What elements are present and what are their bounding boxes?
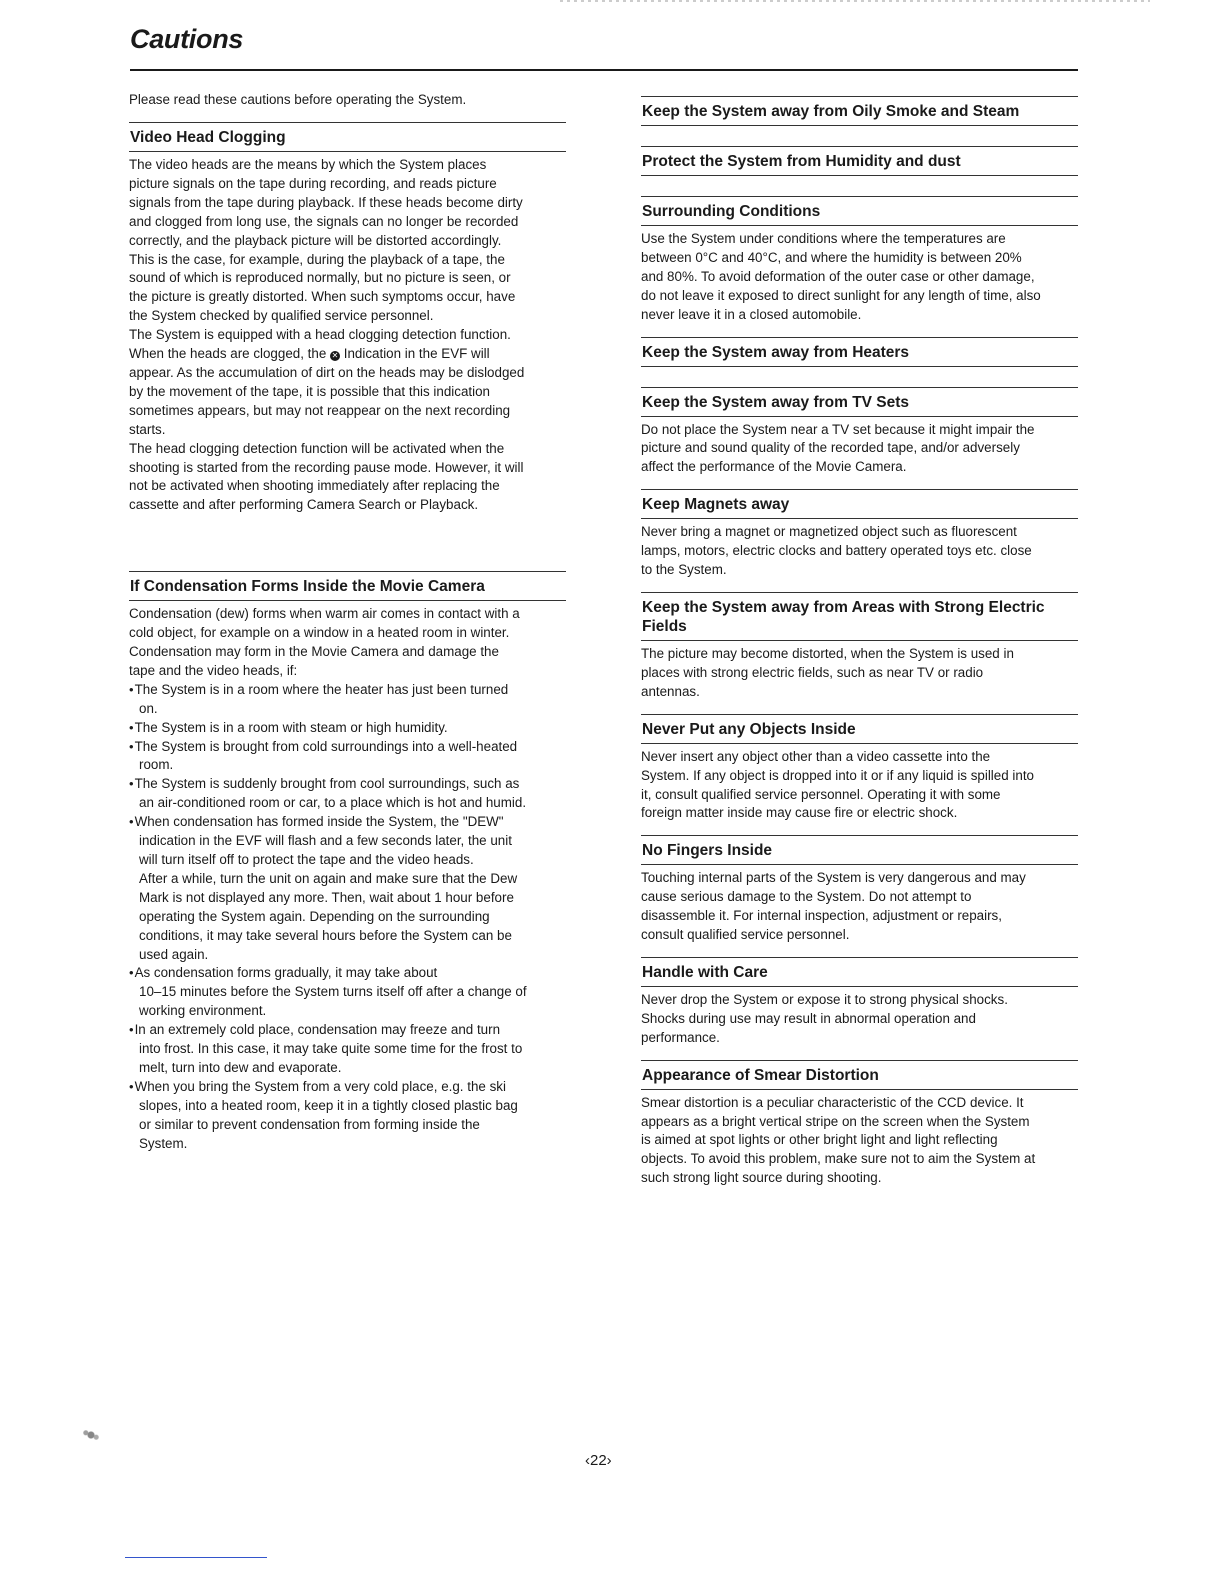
section-heading: If Condensation Forms Inside the Movie Camera <box>129 571 566 601</box>
section-heading: Keep the System away from Areas with Strong Electric Fields <box>641 592 1078 641</box>
section-heading: Keep the System away from Oily Smoke and Steam <box>641 96 1078 126</box>
section-objects-inside <box>641 714 1078 824</box>
list-item: • When you bring the System from a very cold place, e.g. the ski slopes, into a heated room, keep it in a tightly closed plastic bag or similar to prevent condensation from forming inside the System. <box>129 1078 566 1154</box>
section-surrounding-conditions <box>641 196 1078 325</box>
left-column <box>129 85 566 1154</box>
list-item: • The System is brought from cold surroundings into a well-heated room. <box>129 738 566 776</box>
section-heading: No Fingers Inside <box>641 835 1078 865</box>
section-oily-smoke <box>641 96 1078 126</box>
section-body: Use the System under conditions where the temperatures are between 0°C and 40°C, and where the humidity is between 20% and 80%. To avoid deformation of the outer case or other damage, do not leave it exposed to direct sunlight for any length of time, also never leave it in a closed automobile. <box>641 231 1041 322</box>
list-item: • In an extremely cold place, condensation may freeze and turn into frost. In this case, it may take quite some time for the frost to melt, turn into dew and evaporate. <box>129 1021 566 1078</box>
intro-text: Please read these cautions before operating the System. <box>129 92 467 107</box>
section-body: Never bring a magnet or magnetized object such as fluorescent lamps, motors, electric clocks and battery operated toys etc. close to the System. <box>641 524 1032 578</box>
list-item: • The System is in a room with steam or high humidity. <box>129 719 566 738</box>
scan-speck <box>78 1424 104 1446</box>
head-clog-indicator-icon: ✕ <box>331 351 339 361</box>
section-electric-fields <box>641 592 1078 702</box>
section-body <box>129 156 566 515</box>
section-video-head-clogging <box>129 122 566 515</box>
condensation-bullet-list <box>129 681 566 1154</box>
section-body: Never drop the System or expose it to strong physical shocks. Shocks during use may result in abnormal operation and performance. <box>641 991 1008 1045</box>
section-body-part3: Indication in the EVF will appear. As the accumulation of dirt on the heads may be dislodged by the movement of the tape, it is possible that this indication sometimes appears, but may not reappear on the next recording starts. The head clogging detection function will be activated when the shooting is started from the recording pause mode. However, it will not be activated when shooting immediately after replacing the cassette and after performing Camera Search or Playback. <box>129 346 525 513</box>
section-body: The picture may become distorted, when the System is used in places with strong electric fields, such as near TV or radio antennas. <box>641 645 1014 699</box>
list-item: • The System is suddenly brought from cool surroundings, such as an air-conditioned room or car, to a place which is hot and humid. <box>129 775 566 813</box>
page-title: Cautions <box>130 24 244 54</box>
section-heading: Handle with Care <box>641 957 1078 987</box>
scan-artifact-dots <box>560 0 1150 2</box>
section-humidity <box>641 146 1078 176</box>
section-handle-with-care <box>641 957 1078 1048</box>
section-heading: Video Head Clogging <box>129 122 566 152</box>
section-heading: Never Put any Objects Inside <box>641 714 1078 744</box>
section-smear-distortion <box>641 1060 1078 1189</box>
section-body: Touching internal parts of the System is very dangerous and may cause serious damage to the System. Do not attempt to disassemble it. For internal inspection, adjustment or repairs, consult qualified service personnel. <box>641 870 1026 943</box>
section-body: Never insert any object other than a video cassette into the System. If any object is dropped into it or if any liquid is spilled into it, consult qualified service personnel. Operating it with some foreign matter inside may cause fire or electric shock. <box>641 748 1034 821</box>
section-body-part1: The video heads are the means by which the System places picture signals on the tape during recording, and reads picture signals from the tape during playback. If these heads become dirty and clogged from long use, the signals can no longer be recorded correctly, and the playback picture will be distorted accordingly. This is the case, for example, during the playback of a tape, the sound of which is reproduced normally, but no picture is seen, or the picture is greatly distorted. When such symptoms occur, have the System checked by qualified service personnel. The System is equipped with a head clogging detection function. <box>129 157 523 343</box>
right-column <box>641 96 1078 1188</box>
section-heading: Appearance of Smear Distortion <box>641 1060 1078 1090</box>
section-heading: Protect the System from Humidity and dust <box>641 146 1078 176</box>
section-heading: Keep the System away from TV Sets <box>641 387 1078 417</box>
section-heaters <box>641 337 1078 367</box>
blue-underline <box>125 1557 267 1558</box>
section-magnets <box>641 489 1078 580</box>
section-condensation <box>129 571 566 1153</box>
list-item: • When condensation has formed inside the System, the "DEW" indication in the EVF will flash and a few seconds later, the unit will turn itself off to protect the tape and the video heads. After a while, turn the unit on again and make sure that the Dew Mark is not displayed any more. Then, wait about 1 hour before operating the System again. Depending on the surrounding conditions, it may take several hours before the System can be used again. <box>129 813 566 964</box>
section-heading: Keep the System away from Heaters <box>641 337 1078 367</box>
section-heading: Surrounding Conditions <box>641 196 1078 226</box>
section-heading: Keep Magnets away <box>641 489 1078 519</box>
section-body: Smear distortion is a peculiar characteristic of the CCD device. It appears as a bright vertical stripe on the screen when the System is aimed at spot lights or other bright light and light reflecting objects. To avoid this problem, make sure not to aim the System at such strong light source during shooting. <box>641 1094 1036 1186</box>
title-rule <box>130 69 1078 71</box>
section-body-part2: When the heads are clogged, the <box>129 346 327 362</box>
section-body: Condensation (dew) forms when warm air comes in contact with a cold object, for example on a window in a heated room in winter. Condensation may form in the Movie Camera and damage the tape and the video heads, if: <box>129 606 520 678</box>
list-item: • As condensation forms gradually, it may take about 10–15 minutes before the System turns itself off after a change of working environment. <box>129 964 566 1021</box>
section-fingers-inside <box>641 835 1078 945</box>
page-number: ‹22› <box>585 1452 612 1469</box>
section-tv-sets <box>641 387 1078 478</box>
list-item: • The System is in a room where the heater has just been turned on. <box>129 681 566 719</box>
section-body: Do not place the System near a TV set because it might impair the picture and sound quality of the recorded tape, and/or adversely affect the performance of the Movie Camera. <box>641 421 1035 475</box>
